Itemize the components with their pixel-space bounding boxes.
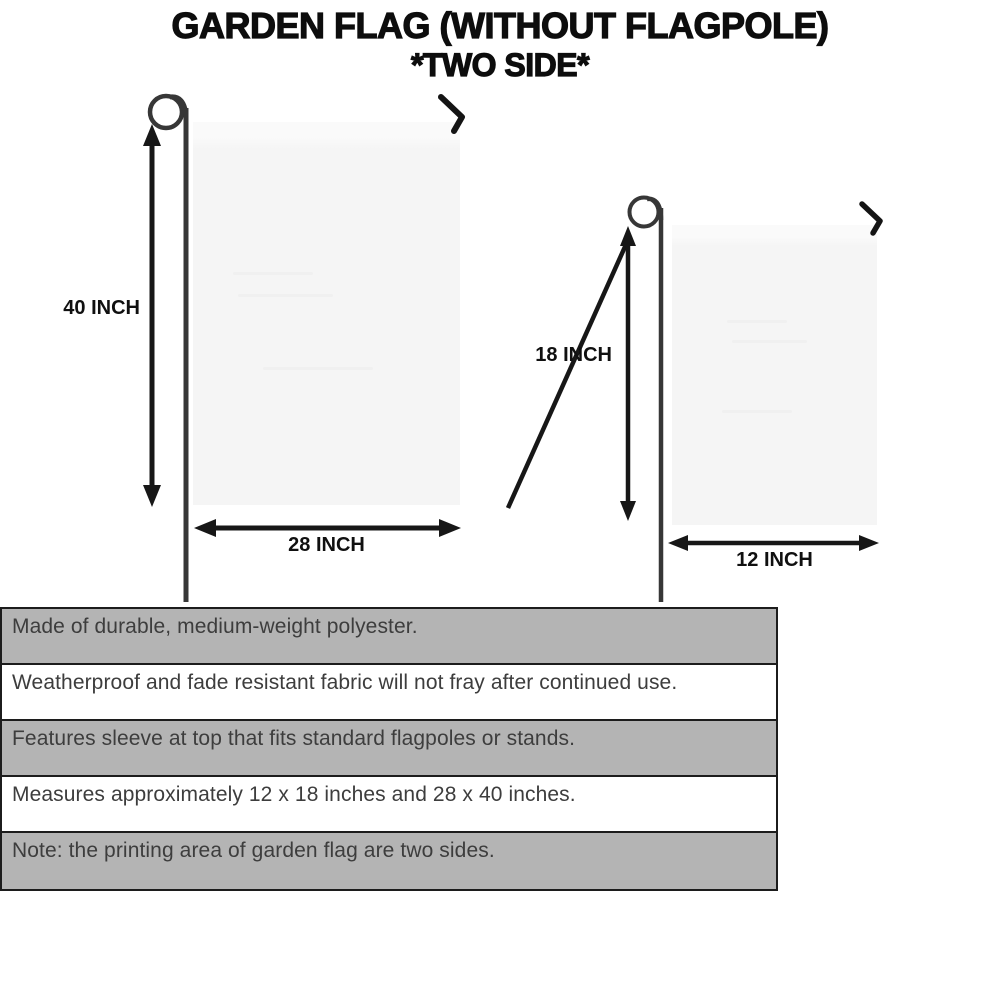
large-flag-canvas bbox=[193, 122, 460, 505]
title-line-2: *TWO SIDE* bbox=[410, 46, 590, 83]
feature-panel bbox=[0, 607, 778, 891]
feature-row-measurements: Measures approximately 12 x 18 inches and 28 x 40 inches. bbox=[2, 777, 776, 833]
feature-row-note: Note: the printing area of garden flag are two sides. bbox=[2, 833, 776, 889]
page-title bbox=[0, 6, 1000, 83]
small-flagpole-icon bbox=[630, 198, 662, 603]
title-line-1: GARDEN FLAG (WITHOUT FLAGPOLE) bbox=[171, 5, 829, 46]
small-height-arrow bbox=[508, 226, 636, 521]
large-flagpole-icon bbox=[150, 96, 186, 602]
feature-row-weatherproof: Weatherproof and fade resistant fabric will not fray after continued use. bbox=[2, 665, 776, 721]
flag-crease bbox=[238, 294, 333, 297]
large-width-label: 28 INCH bbox=[288, 534, 365, 556]
feature-row-sleeve: Features sleeve at top that fits standard flagpoles or stands. bbox=[2, 721, 776, 777]
flag-crease bbox=[722, 410, 792, 413]
flag-crease bbox=[263, 367, 373, 370]
large-height-arrow bbox=[143, 124, 161, 507]
small-height-label: 18 INCH bbox=[535, 344, 612, 366]
large-height-label: 40 INCH bbox=[63, 297, 140, 319]
small-width-label: 12 INCH bbox=[736, 549, 813, 571]
flag-crease bbox=[233, 272, 313, 275]
small-flag-canvas bbox=[672, 225, 877, 525]
flag-crease bbox=[727, 320, 787, 323]
feature-row-material: Made of durable, medium-weight polyester. bbox=[2, 609, 776, 665]
flag-crease bbox=[732, 340, 807, 343]
